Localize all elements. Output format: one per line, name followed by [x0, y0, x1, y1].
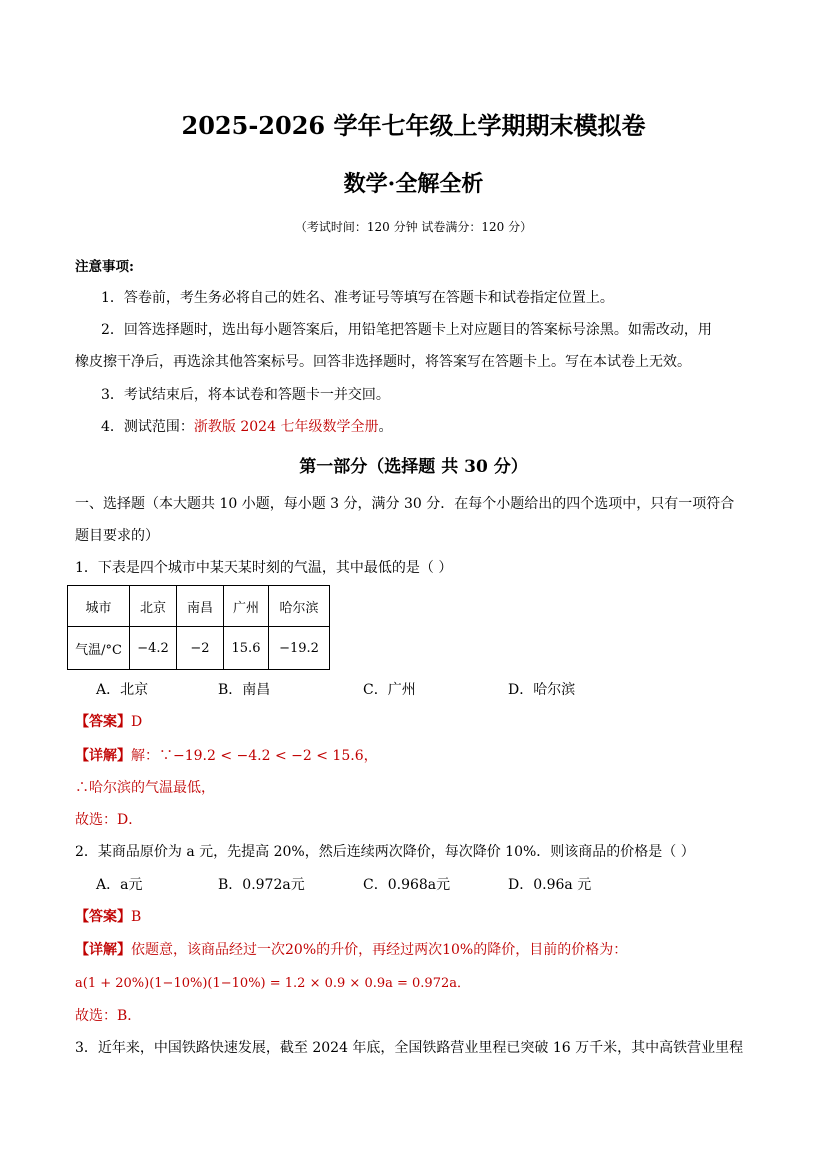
table-cell: −19.2 [269, 627, 330, 670]
table-cell: 广州 [224, 586, 269, 627]
answer-label: 【答案】 [75, 909, 131, 925]
notice-item-2a: 2．回答选择题时，选出每小题答案后，用铅笔把答题卡上对应题目的答案标号涂黑。如需改动，用 [101, 322, 712, 338]
table-row [68, 627, 330, 670]
detail-text: 解：∵−19.2 < −4.2 < −2 < 15.6， [131, 748, 378, 764]
q2-detail [75, 939, 627, 959]
q1-answer [75, 711, 142, 731]
detail-label: 【详解】 [75, 942, 131, 958]
q1-conclusion: 故选：D． [75, 812, 143, 828]
table-cell: 15.6 [224, 627, 269, 670]
notice-item-4 [101, 416, 392, 436]
answer-label: 【答案】 [75, 714, 131, 730]
section-intro-a: 一、选择题（本大题共 10 小题，每小题 3 分，满分 30 分．在每个小题给出的四个选项中，只有一项符合 [75, 496, 735, 512]
page-subtitle: 数学·全解全析 [343, 171, 484, 197]
table-cell: 城市 [68, 586, 130, 627]
q2-stem: 2．某商品原价为 a 元，先提高 20%，然后连续两次降价，每次降价 10%．则该商品的价格是（ ） [75, 844, 695, 860]
q2-conclusion: 故选：B． [75, 1008, 142, 1024]
notice-item-4-suffix: 。 [378, 419, 393, 435]
q2-option-d: D．0.96a 元 [508, 877, 592, 893]
q2-option-c: C．0.968a元 [363, 877, 451, 893]
q2-option-a: A．a元 [96, 877, 143, 893]
temperature-table [67, 585, 330, 670]
table-cell: 气温/°C [68, 627, 130, 670]
q1-detail [75, 745, 378, 765]
table-cell: 哈尔滨 [269, 586, 330, 627]
q2-option-b: B．0.972a元 [218, 877, 305, 893]
section-title: 第一部分（选择题 共 30 分） [299, 457, 528, 477]
q3-stem: 3．近年来，中国铁路快速发展，截至 2024 年底，全国铁路营业里程已突破 16 万千米，其中高铁营业里程 [75, 1040, 744, 1056]
table-cell: 南昌 [177, 586, 224, 627]
detail-label: 【详解】 [75, 748, 131, 764]
detail-text: 依题意，该商品经过一次20%的升价，再经过两次10%的降价，目前的价格为： [131, 942, 628, 958]
section-intro-b: 题目要求的） [75, 528, 159, 544]
notice-item-1: 1．答卷前，考生务必将自己的姓名、准考证号等填写在答题卡和试卷指定位置上。 [101, 290, 614, 306]
notice-item-2b: 橡皮擦干净后，再选涂其他答案标号。回答非选择题时，将答案写在答题卡上。写在本试卷上无效。 [75, 354, 691, 370]
q1-option-a: A．北京 [96, 682, 149, 698]
table-cell: −4.2 [130, 627, 177, 670]
answer-value: B [131, 909, 142, 925]
q1-stem: 1．下表是四个城市中某天某时刻的气温，其中最低的是（ ） [75, 560, 453, 576]
notice-item-3: 3．考试结束后，将本试卷和答题卡一并交回。 [101, 387, 390, 403]
q1-option-c: C．广州 [363, 682, 416, 698]
q2-formula: a(1 + 20%)(1−10%)(1−10%) = 1.2 × 0.9 × 0.9a = 0.972a． [75, 976, 470, 991]
page-title: 2025-2026 学年七年级上学期期末模拟卷 [181, 111, 646, 140]
table-cell: −2 [177, 627, 224, 670]
notice-heading: 注意事项: [75, 259, 134, 275]
answer-value: D [131, 714, 143, 730]
notice-item-4-scope: 浙教版 2024 七年级数学全册 [193, 419, 379, 435]
q2-answer [75, 906, 141, 926]
table-cell: 北京 [130, 586, 177, 627]
notice-item-4-prefix: 4．测试范围： [101, 419, 194, 435]
exam-meta: （考试时间：120 分钟 试卷满分：120 分） [294, 220, 533, 234]
table-header-row [68, 586, 330, 627]
q1-detail-2: ∴哈尔滨的气温最低， [75, 780, 215, 796]
q1-option-d: D．哈尔滨 [508, 682, 576, 698]
q1-option-b: B．南昌 [218, 682, 271, 698]
